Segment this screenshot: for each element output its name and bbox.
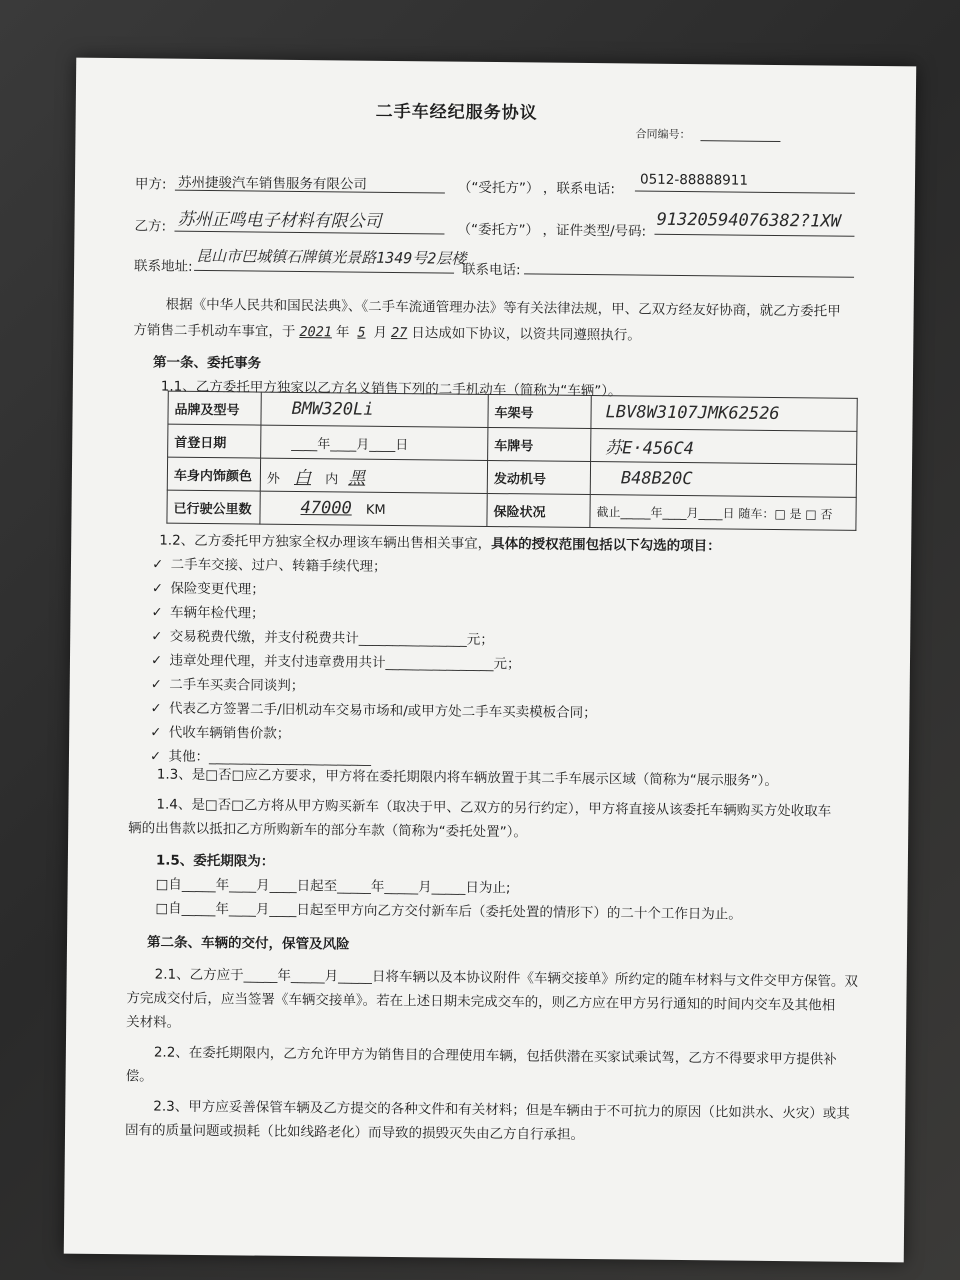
brand-label: 品牌及型号 (168, 391, 261, 425)
clause-1-3: 1.3、是□否□应乙方要求，甲方将在委托期限内将车辆放置于其二手车展示区域（简称为“展示服务”）。 (156, 766, 779, 790)
term-option-1: □自_____年____月____日起至_____年_____月_____日为止; (155, 876, 511, 897)
intro-year-label: 年 (335, 324, 350, 341)
plate-label: 车牌号 (488, 427, 591, 461)
list-item-label: 代表乙方签署二手/旧机动车交易市场和/或甲方处二手车买卖模板合同； (169, 700, 597, 722)
party-b-id: 91320594076382?1XW (656, 209, 841, 232)
intro-day: 27 (390, 324, 408, 342)
mileage-number: 47000 (300, 498, 352, 519)
authorization-list (151, 552, 598, 773)
party-b-id-line (654, 234, 854, 237)
reg-date-label: 首登日期 (168, 424, 261, 458)
color-value (260, 458, 487, 493)
reg-date-value: ____年____月____日 (261, 425, 488, 460)
party-a-label: 甲方: (134, 176, 167, 193)
article-1-heading: 第一条、委托事务 (153, 354, 262, 372)
clause-1-2-lead-bold: 具体的授权范围包括以下勾选的项目： (491, 536, 721, 555)
clause-2-1-line-3: 关材料。 (126, 1014, 181, 1031)
party-a-phone-label: ，联系电话: (542, 180, 616, 198)
party-a-role: （“受托方”） (457, 179, 540, 197)
clause-1-1: 1.1、乙方委托甲方独家以乙方名义销售下列的二手机动车（简称为“车辆”）。 (160, 378, 622, 400)
checkmark-icon: ✓ (152, 626, 162, 645)
reg-year-label: 年 (317, 436, 331, 452)
mileage-value (260, 491, 487, 526)
clause-2-1-line-1: 2.1、乙方应于_____年_____月_____日将车辆以及本协议附件《车辆交接单》所约定的随车材料与文件交甲方保管。双 (154, 966, 858, 990)
list-item-label: 二手车买卖合同谈判； (169, 676, 305, 695)
clause-1-4-line-2: 辆的出售款以抵扣乙方所购新车的部分车款（简称为“委托处置”）。 (128, 820, 528, 841)
checkmark-icon: ✓ (151, 650, 162, 669)
plate-value: 苏E·456C4 (591, 429, 857, 465)
article-2-heading: 第二条、车辆的交付，保管及风险 (146, 934, 350, 953)
clause-2-2-line-2: 偿。 (125, 1068, 153, 1085)
vin-label: 车架号 (488, 394, 591, 428)
party-a-phone: 0512-88888911 (639, 171, 749, 189)
party-a-line (175, 190, 445, 194)
vehicle-table (166, 391, 857, 531)
party-b-line (174, 231, 444, 235)
term-option-2: □自_____年____月____日起至甲方向乙方交付新车后（委托处置的情形下）的二十个工作日为止。 (155, 900, 742, 923)
color-interior-label: 内 (325, 471, 339, 487)
party-b-address-line (194, 270, 454, 274)
checkmark-icon: ✓ (152, 602, 162, 621)
mileage-unit: KM (365, 502, 386, 518)
insurance-label: 保险状况 (487, 493, 590, 527)
clause-2-2-line-1: 2.2、在委托期限内，乙方允许甲方为销售目的合理使用车辆，包括供潜在买家试乘试驾，乙方不得要求甲方提供补 (153, 1044, 837, 1068)
party-b-name: 苏州正鸣电子材料有限公司 (177, 209, 382, 232)
party-a-name: 苏州捷骏汽车销售服务有限公司 (177, 174, 368, 193)
party-b-phone-line (524, 273, 854, 277)
checkmark-icon: ✓ (150, 746, 161, 765)
list-item-label: 二手车交接、过户、转籍手续代理； (170, 556, 387, 575)
color-exterior-value: 白 (293, 467, 312, 488)
list-item-label: 交易税费代缴，并支付税费共计________________元； (169, 628, 494, 649)
intro-month-label: 月 (373, 324, 388, 341)
clause-2-3-line-1: 2.3、甲方应妥善保管车辆及乙方提交的各种文件和有关材料；但是车辆由于不可抗力的原因（比如洪水、火灾）或其 (153, 1098, 850, 1122)
list-item-label: 车辆年检代理； (170, 604, 265, 622)
list-item-label: 保险变更代理； (170, 580, 265, 598)
clause-1-2 (159, 529, 721, 555)
clause-2-1-line-2: 方完成交付后，应当签署《车辆交接单》。若在上述日期未完成交车的，则乙方应在甲方另行通知的时间内交车及其他相 (126, 990, 836, 1014)
contract-page (64, 58, 916, 1263)
color-label: 车身内饰颜色 (167, 457, 260, 491)
party-b-id-label: ，证件类型/号码: (542, 222, 647, 240)
document-title: 二手车经纪服务协议 (375, 101, 538, 124)
checkmark-icon: ✓ (152, 578, 162, 597)
list-item-label: 违章处理代理，并支付违章费用共计________________元； (169, 652, 521, 673)
mileage-label: 已行驶公里数 (167, 490, 260, 524)
table-row (167, 490, 856, 530)
brand-value: BMW320Li (261, 392, 488, 427)
list-item-label: 其他：________________________ (168, 748, 372, 767)
intro-text-b: 日达成如下协议，以资共同遵照执行。 (411, 325, 641, 344)
engine-label: 发动机号 (487, 460, 590, 494)
clause-1-5-heading: 1.5、委托期限为： (155, 852, 275, 870)
clause-1-4-line-1: 1.4、是□否□乙方将从甲方购买新车（取决于甲、乙双方的另行约定），甲方将直接从该委托车辆购买方处收取车 (156, 796, 832, 820)
intro-line-2 (133, 318, 641, 343)
vin-value: LBV8W3107JMK62526 (591, 396, 857, 432)
party-b-address-label: 联系地址: (134, 258, 193, 275)
party-b-address: 昆山市巴城镇石牌镇光景路1349号2层楼 (196, 246, 467, 268)
clause-1-2-lead: 1.2、乙方委托甲方独家全权办理该车辆出售相关事宜， (159, 532, 492, 553)
reg-day-label: 日 (395, 437, 409, 453)
checkmark-icon: ✓ (152, 554, 163, 573)
intro-text-a: 方销售二手机动车事宜，于 (133, 322, 296, 340)
party-b-label: 乙方: (134, 218, 167, 235)
checkmark-icon: ✓ (151, 698, 161, 717)
insurance-value: 截止_____年____月____日 随车：□ 是 □ 否 (590, 495, 856, 531)
party-b-phone-label: 联系电话: (462, 261, 521, 279)
color-exterior-label: 外 (266, 471, 280, 487)
party-b-role: （“委托方”） (457, 221, 540, 239)
contract-number-label: 合同编号： (635, 127, 691, 142)
checkmark-icon: ✓ (151, 674, 161, 693)
intro-month: 5 (357, 324, 366, 341)
engine-value: B48B20C (590, 462, 856, 498)
intro-line-1: 根据《中华人民共和国民法典》、《二手车流通管理办法》等有关法律法规，甲、乙双方经友好协商，就乙方委托甲 (165, 296, 841, 320)
contract-number-line (700, 140, 780, 142)
intro-year: 2021 (299, 323, 333, 341)
checkmark-icon: ✓ (151, 722, 161, 741)
reg-month-label: 月 (356, 437, 370, 453)
party-a-phone-line (635, 190, 855, 193)
clause-2-3-line-2: 固有的质量问题或损耗（比如线路老化）而导致的损毁灭失由乙方自行承担。 (124, 1122, 585, 1144)
color-interior-value: 黑 (348, 468, 366, 489)
list-item-label: 代收车辆销售价款； (168, 724, 291, 742)
